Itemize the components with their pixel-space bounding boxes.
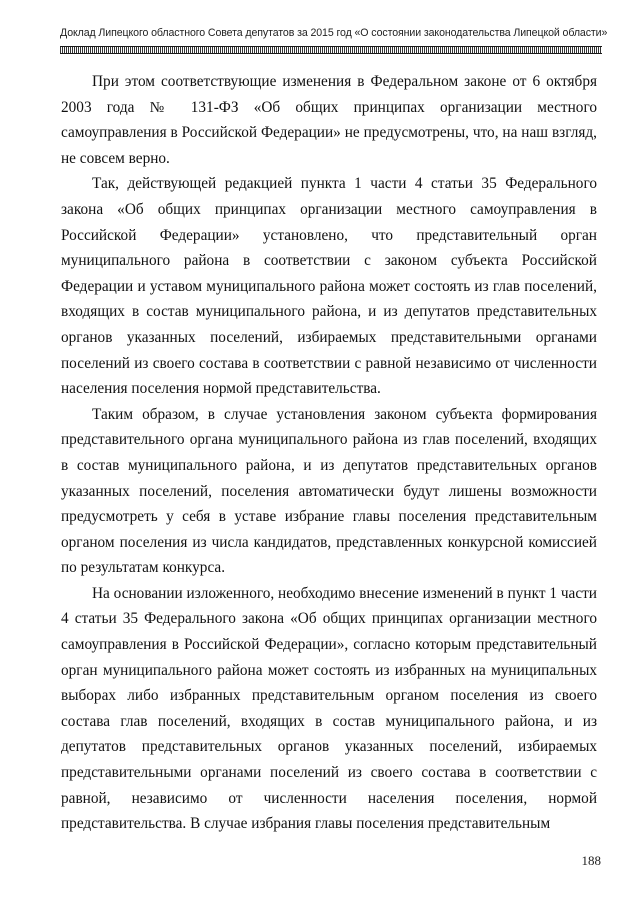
body-text (61, 69, 597, 837)
paragraph-4: На основании изложенного, необходимо внесение изменений в пункт 1 части 4 статьи 35 Федерального закона «Об общих принципах организации местного самоуправления в Российской Федерации», согласно которым представительный орган муниципального района может состоять из избранных на муниципальных выборах либо избранных представительным органом поселения из своего состава глав поселений, входящих в состав муниципального района, и из депутатов представительных органов указанных поселений, избираемых представительными органами поселений из своего состава в соответствии с равной, независимо от численности населения поселения, нормой представительства. В случае избрания главы поселения представительным (61, 584, 597, 833)
paragraph-3: Таким образом, в случае установления законом субъекта формирования представительного органа муниципального района из глав поселений, входящих в состав муниципального района, и из депутатов представительных органов указанных поселений, поселения автоматически будут лишены возможности предусмотреть у себя в уставе избрание главы поселения представительным органом поселения из числа кандидатов, представленных конкурсной комиссией по результатам конкурса. (61, 405, 597, 577)
running-header: Доклад Липецкого областного Совета депутатов за 2015 год «О состоянии законодательства Липецкой области» (60, 27, 608, 39)
paragraph-1: При этом соответствующие изменения в Федеральном законе от 6 октября 2003 года № 131-ФЗ «Об общих принципах организации местного самоуправления в Российской Федерации» не предусмотрены, что, на наш взгляд, не совсем верно. (61, 73, 597, 167)
header-rule (60, 46, 602, 54)
paragraph-2: Так, действующей редакцией пункта 1 части 4 статьи 35 Федерального закона «Об общих принципах организации местного самоуправления в Российской Федерации» установлено, что представительный орган муниципального района в соответствии с законом субъекта Российской Федерации и уставом муниципального района может состоять из глав поселений, входящих в состав муниципального района, и из депутатов представительных органов указанных поселений, избираемых представительными органами поселений из своего состава в соответствии с равной независимо от численности населения поселения нормой представительства. (61, 175, 597, 398)
page-number: 188 (581, 853, 601, 868)
